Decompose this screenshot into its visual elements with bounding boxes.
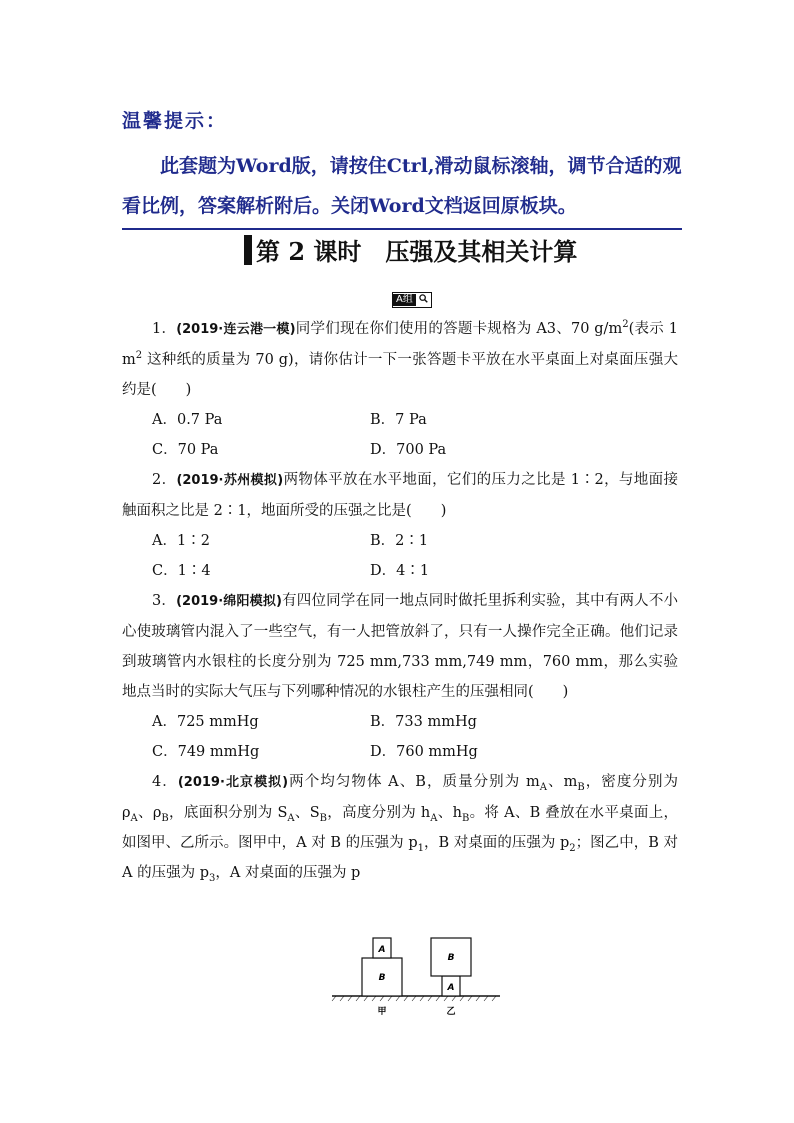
question-number: 3． [152, 593, 177, 609]
option-a: A．1∶2 [152, 533, 210, 549]
group-badge [392, 292, 432, 308]
question-source: (2019·绵阳模拟) [176, 594, 282, 609]
yi-label-b: B [447, 953, 455, 963]
label-jia: 甲 [377, 1007, 387, 1017]
question-text: 有四位同学在同一地点同时做托里拆利实验，其中有两人不小心使玻璃管内混入了一些空气，有一人把管放斜了，只有一人操作完全正确。他们记录到玻璃管内水银柱的长度分别为 725 mm,733 mm,749 mm，760 mm，那么实验地点当时的实际大气压与下列哪种情况的水银柱产生的压强相同( ) [122, 593, 679, 700]
question-number: 1． [152, 321, 177, 337]
question-1: 1．(2019·连云港一模)同学们现在你们使用的答题卡规格为 A3、70 $g/m^2$(表示 1 $m^2$ 这种纸的质量为 70 g)，请你估计一下一张答题卡平放在水平桌面上对桌面压强大约是( ) [122, 319, 678, 398]
question-3 [122, 586, 678, 707]
question-3-options [122, 707, 678, 767]
question-text: 两物体平放在水平地面，它们的压力之比是 1∶2，与地面接触面积之比是 2∶1，地面所受的压强之比是( ) [122, 472, 678, 519]
jia-label-b: B [378, 973, 386, 983]
option-d: D．760 mmHg [370, 744, 478, 760]
option-b: B．2∶1 [370, 533, 429, 549]
lesson-title-text: 第 2 课时 压强及其相关计算 [256, 237, 578, 266]
question-2 [122, 465, 678, 526]
option-b: B．733 mmHg [370, 714, 477, 730]
question-list [122, 314, 678, 888]
question-2-options [122, 526, 678, 586]
magnifier-icon [416, 294, 431, 307]
tip-title: 温馨提示： [122, 110, 228, 132]
lesson-title [244, 232, 577, 267]
option-a: A．725 mmHg [152, 714, 259, 730]
question-source: (2019·北京模拟) [177, 775, 289, 790]
question-source: (2019·连云港一模) [176, 322, 296, 337]
question-1-options [122, 405, 678, 465]
question-number: 4． [152, 774, 178, 790]
option-d: D．4∶1 [370, 563, 430, 579]
tip-body: 此套题为Word版，请按住Ctrl,滑动鼠标滚轴，调节合适的观看比例，答案解析附后。关闭Word文档返回原板块。 [122, 146, 682, 230]
question-source: (2019·苏州模拟) [176, 473, 284, 488]
option-c: C．70 Pa [152, 442, 219, 458]
question-4: 4．(2019·北京模拟)两个均匀物体 A、B，质量分别为 $m_A$、$m_B$，密度分别为 $\rho_A$、$\rho_B$，底面积分别为 $S_A$、$S_B$，高度分别为 $h_A$、$h_B$。将 A、B 叠放在水平桌面上，如图甲、乙所示。图甲中，A 对 B 的压强为 $p_1$，B 对桌面的压强为 $p_2$；图乙中，B 对 A 的压强为 $p_3$，A 对桌面的压强为 p [122, 774, 679, 884]
option-b: B．7 Pa [370, 412, 427, 428]
figure-svg [332, 932, 500, 1022]
option-c: C．1∶4 [152, 563, 211, 579]
label-yi: 乙 [446, 1007, 456, 1017]
option-a: A．0.7 Pa [152, 412, 223, 428]
table-hatch [332, 996, 496, 1001]
question-number: 2． [152, 472, 177, 488]
jia-label-a: A [378, 945, 386, 955]
yi-label-a: A [447, 983, 455, 993]
option-c: C．749 mmHg [152, 744, 260, 760]
group-badge-label: A组 [393, 294, 416, 306]
title-bar [244, 235, 252, 265]
stacked-blocks-figure [332, 932, 500, 1022]
option-d: D．700 Pa [370, 442, 447, 458]
